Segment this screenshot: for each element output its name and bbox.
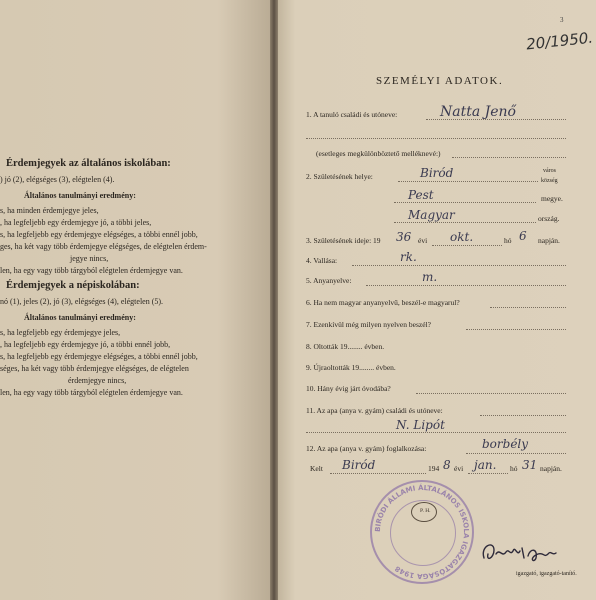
field-3-day: 6 [519, 229, 527, 243]
field-1-label: 1. A tanuló családi és utóneve: [306, 110, 398, 119]
result-line: jegye nincs, [70, 254, 109, 263]
result-line: séges, ha két vagy több érdemjegye elégséges, de elégtelen [0, 364, 189, 373]
field-2-country: Magyar [408, 208, 455, 222]
director-signature [478, 538, 566, 568]
field-12-label: 12. Az apa (anya v. gyám) foglalkozása: [306, 444, 427, 453]
stamp-text: BIRÓDI ÁLLAMI ÁLTALÁNOS ISKOLA IGAZGATÓSÁGA 1948 [373, 483, 471, 581]
field-2-label: 2. Születésének helye: [306, 172, 373, 181]
page-number: 3 [560, 16, 564, 24]
kelt-label: Kelt [310, 464, 323, 473]
field-11-value: N. Lipót [396, 418, 445, 432]
field-3-ev-label: évi [418, 236, 428, 245]
svg-text:BIRÓDI ÁLLAMI ÁLTALÁNOS ISKOLA [374, 483, 470, 581]
director-label: igazgató, igazgató-tanító. [516, 571, 577, 577]
school-stamp [370, 480, 474, 584]
field-12-value: borbély [482, 437, 529, 451]
field-7-label: 7. Ezenkívül még milyen nyelven beszél? [306, 320, 431, 329]
field-11-label: 11. Az apa (anya v. gyám) családi és utóneve: [306, 406, 443, 415]
result-line: s, ha legfeljebb egy érdemjegye elégséges, a többi ennél jobb, [0, 352, 198, 361]
field-10-label: 10. Hány évig járt óvodába? [306, 384, 391, 393]
kelt-place: Biród [342, 458, 376, 472]
field-3-year: 36 [396, 230, 412, 244]
field-3-label: 3. Születésének ideje: 19 [306, 236, 381, 245]
book-gutter [270, 0, 278, 600]
result-subheading-general: Általános tanulmányi eredmény: [24, 191, 136, 200]
kelt-ev-label: évi [454, 464, 464, 473]
field-2-varos-label: város [543, 168, 556, 174]
result-line: , ha legfeljebb egy érdemjegye jó, a többi ennél jobb, [0, 340, 171, 349]
result-line: len, ha egy vagy több tárgyból elégtelen érdemjegye van. [0, 266, 183, 275]
field-1-note: (esetleges megkülönböztető melléknevé:) [316, 149, 441, 158]
result-line: s, ha minden érdemjegye jeles, [0, 206, 99, 215]
field-3-napjan-label: napján. [538, 236, 560, 245]
ph-label: P. H. [420, 508, 431, 514]
field-5-value: m. [422, 270, 438, 284]
result-line: , ha legfeljebb egy érdemjegye jó, a többi jeles, [0, 218, 152, 227]
field-6-label: 6. Ha nem magyar anyanyelvű, beszél-e magyarul? [306, 298, 460, 307]
kelt-napjan-label: napján. [540, 464, 562, 473]
handwritten-register-number: 20/1950. [525, 28, 594, 54]
field-9-label: 9. Újraoltották 19........ évben. [306, 363, 396, 372]
field-2-orszag-label: ország. [538, 214, 560, 223]
field-2-kozseg-label: község [541, 178, 558, 184]
page-title: SZEMÉLYI ADATOK. [376, 75, 504, 87]
field-2-county: Pest [408, 188, 434, 202]
field-2-megye-label: megye. [541, 194, 563, 203]
kelt-month: jan. [474, 458, 497, 472]
result-line: s, ha legfeljebb egy érdemjegye jeles, [0, 328, 121, 337]
grades-scale-elementary: nó (1), jeles (2), jó (3), elégséges (4), elégtelen (5). [0, 297, 164, 306]
field-3-ho-label: hó [504, 236, 512, 245]
grades-elementary-school-heading: Érdemjegyek a népiskolában: [6, 280, 140, 291]
field-5-label: 5. Anyanyelve: [306, 276, 352, 285]
kelt-day: 31 [522, 458, 538, 472]
result-line: s, ha legfeljebb egy érdemjegye elégséges, a többi ennél jobb, [0, 230, 198, 239]
result-line: ges, ha két vagy több érdemjegye elégséges, de elégtelen érdem- [0, 242, 207, 251]
field-3-month: okt. [450, 230, 474, 244]
field-8-label: 8. Oltották 19........ évben. [306, 342, 385, 351]
result-subheading-elementary: Általános tanulmányi eredmény: [24, 313, 136, 322]
field-1-value: Natta Jenő [440, 104, 516, 120]
field-2-place: Biród [420, 166, 454, 180]
kelt-year: 8 [443, 458, 451, 472]
result-line: érdemjegye nincs, [68, 376, 127, 385]
grades-general-school-heading: Érdemjegyek az általános iskolában: [6, 158, 171, 169]
kelt-year-prefix: 194 [428, 464, 440, 473]
grades-scale-general: ) jó (2), elégséges (3), elégtelen (4). [0, 175, 115, 184]
field-4-value: rk. [400, 250, 417, 264]
result-line: len, ha egy vagy több tárgyból elégtelen érdemjegye van. [0, 388, 183, 397]
kelt-ho-label: hó [510, 464, 518, 473]
field-4-label: 4. Vallása: [306, 256, 338, 265]
